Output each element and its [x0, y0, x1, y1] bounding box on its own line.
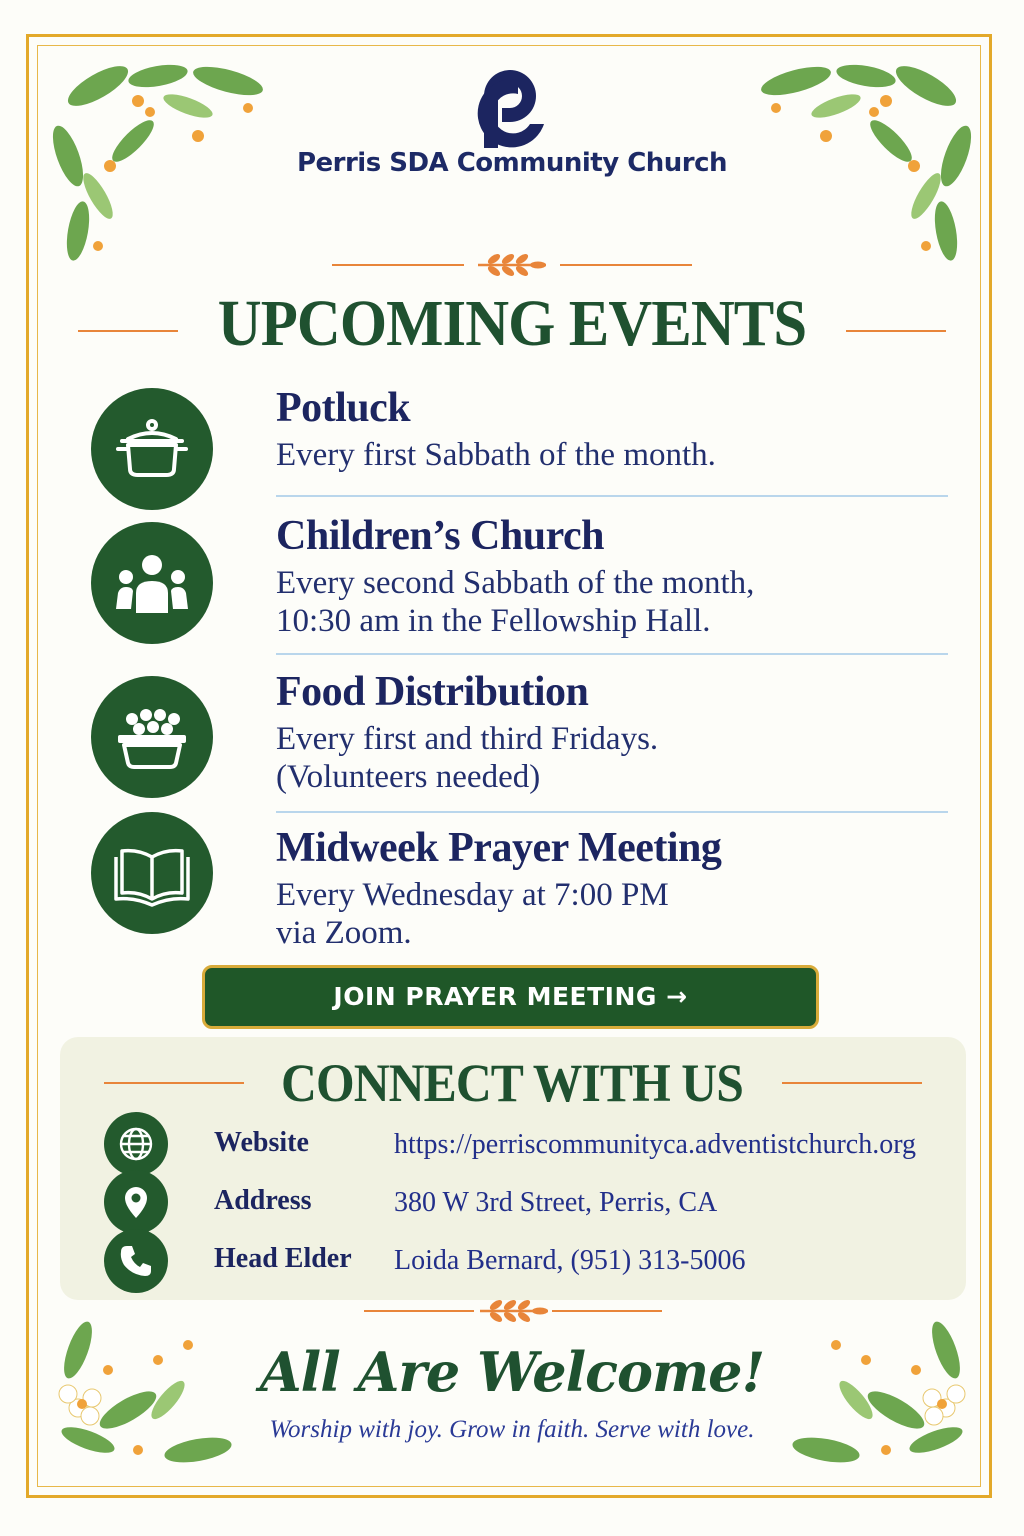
- event-desc-potluck: Every first Sabbath of the month.: [276, 437, 716, 473]
- contact-icon-circle-phone: [104, 1229, 168, 1293]
- divider-line-right: [560, 264, 692, 266]
- globe-icon: [118, 1126, 154, 1162]
- event-title-childrens-church: Children’s Church: [276, 513, 604, 559]
- location-pin-icon: [118, 1184, 154, 1220]
- tagline: Worship with joy. Grow in faith. Serve with love.: [269, 1416, 755, 1443]
- event-title-potluck: Potluck: [276, 385, 411, 431]
- head-elder-value: Loida Bernard, (951) 313-5006: [394, 1245, 746, 1276]
- event-icon-circle-food-distribution: [91, 676, 213, 798]
- pot-icon: [112, 409, 192, 489]
- phone-icon: [118, 1243, 154, 1279]
- contact-icon-circle-website: [104, 1112, 168, 1176]
- contact-label-address: Address: [214, 1185, 312, 1216]
- website-link[interactable]: https://perriscommunityca.adventistchurch.org: [394, 1129, 917, 1160]
- all-are-welcome-heading: All Are Welcome!: [259, 1340, 765, 1404]
- join-prayer-meeting-button[interactable]: JOIN PRAYER MEETING →: [202, 965, 819, 1029]
- wheat-ornament-icon: [476, 1296, 552, 1326]
- event-desc-food-distribution: Every first and third Fridays. (Volunteers needed): [276, 721, 659, 795]
- event-desc-prayer-meeting: Every Wednesday at 7:00 PM via Zoom.: [276, 877, 669, 951]
- children-icon: [112, 543, 192, 623]
- divider-line-left: [364, 1310, 474, 1312]
- event-title-prayer-meeting: Midweek Prayer Meeting: [276, 825, 722, 871]
- upcoming-events-title: UPCOMING EVENTS: [217, 287, 807, 360]
- food-basket-icon: [112, 697, 192, 777]
- contact-label-head-elder: Head Elder: [214, 1243, 352, 1274]
- divider-line-left: [332, 264, 464, 266]
- contact-label-website: Website: [214, 1127, 309, 1158]
- wheat-ornament-icon: [474, 250, 550, 280]
- event-separator: [276, 811, 948, 813]
- event-separator: [276, 495, 948, 497]
- event-separator: [276, 653, 948, 655]
- church-logo-icon: [456, 60, 556, 156]
- church-name: Perris SDA Community Church: [296, 148, 728, 178]
- connect-with-us-title: CONNECT WITH US: [281, 1053, 743, 1113]
- event-title-food-distribution: Food Distribution: [276, 669, 589, 715]
- contact-icon-circle-address: [104, 1170, 168, 1234]
- event-icon-circle-prayer-meeting: [91, 812, 213, 934]
- address-value: 380 W 3rd Street, Perris, CA: [394, 1187, 718, 1218]
- event-desc-childrens-church: Every second Sabbath of the month, 10:30 am in the Fellowship Hall.: [276, 565, 755, 639]
- event-icon-circle-childrens-church: [91, 522, 213, 644]
- open-book-icon: [112, 833, 192, 913]
- divider-line-right: [552, 1310, 662, 1312]
- event-icon-circle-potluck: [91, 388, 213, 510]
